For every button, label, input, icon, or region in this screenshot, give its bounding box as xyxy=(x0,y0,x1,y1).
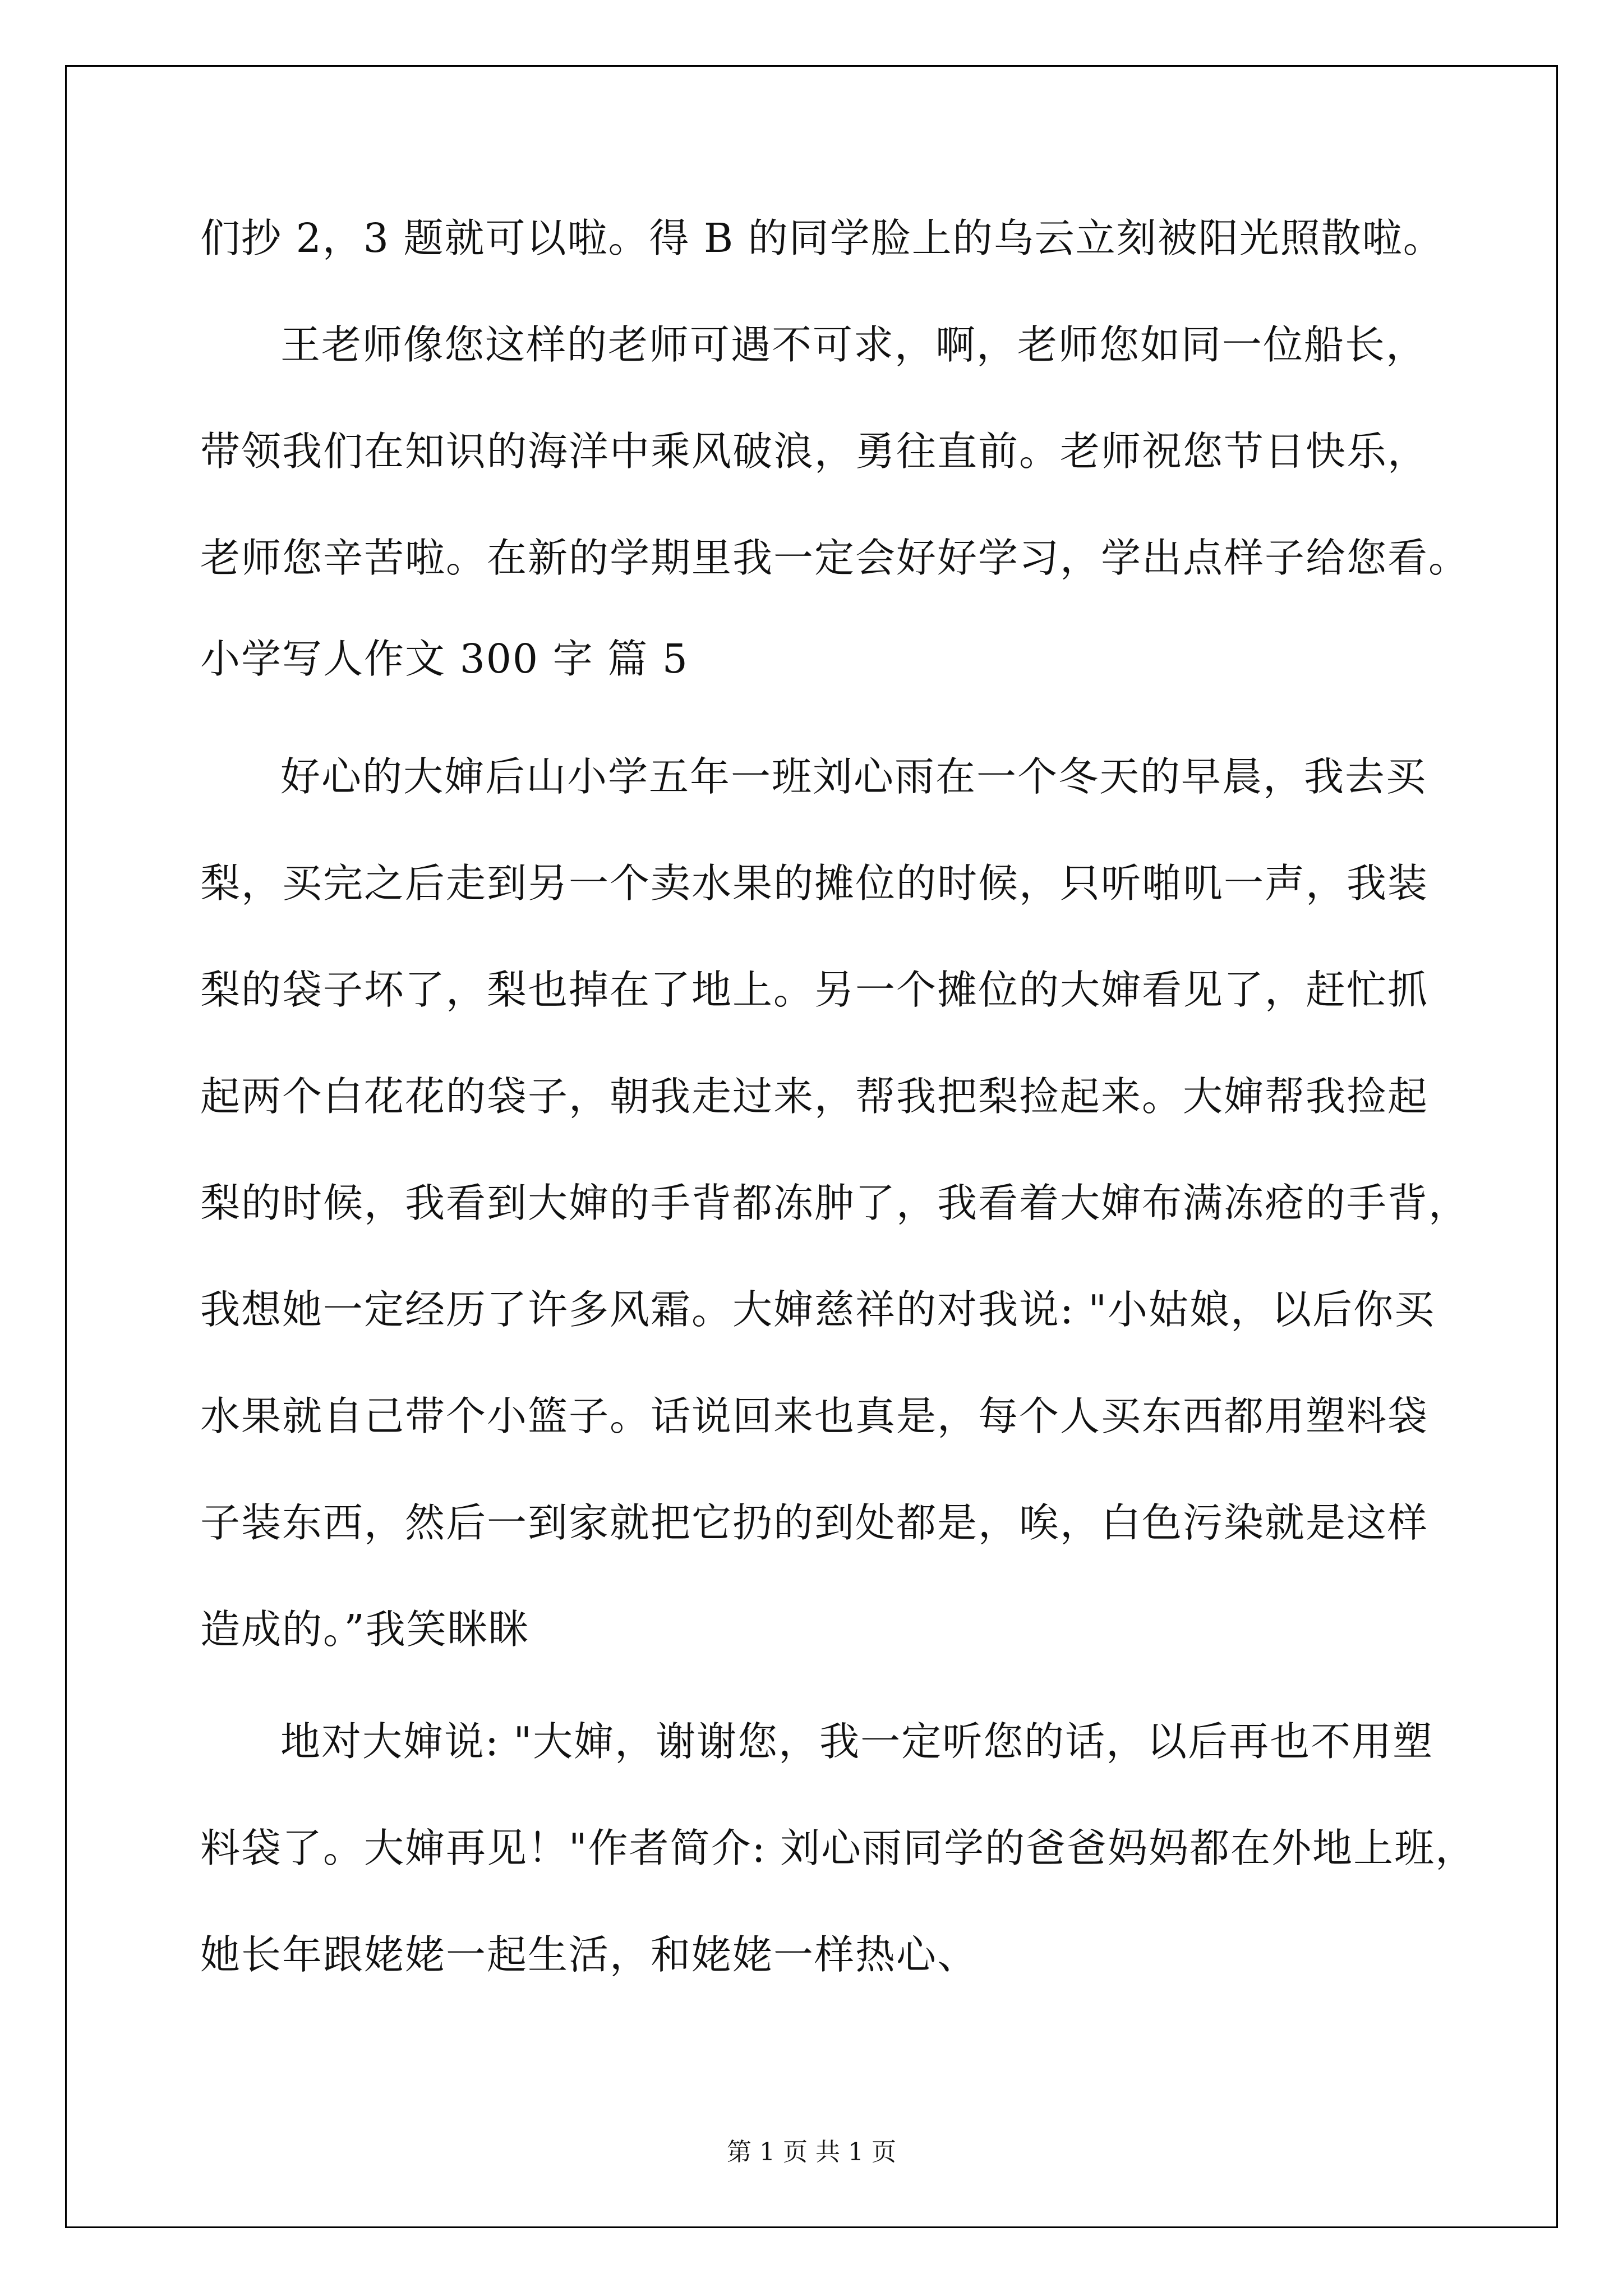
text-line: 地对大婶说: "大婶，谢谢您，我一定听您的话，以后再也不用塑 xyxy=(280,1718,1434,1765)
text-line: 老师您辛苦啦。在新的学期里我一定会好好学习，学出点样子给您看。 xyxy=(200,535,1470,581)
text-line: 子装东西，然后一到家就把它扔的到处都是，唉，白色污染就是这样 xyxy=(200,1499,1429,1546)
text-line: 梨的时候，我看到大婶的手背都冻肿了，我看着大婶布满冻疮的手背， xyxy=(200,1180,1470,1226)
page-border xyxy=(65,65,1558,2228)
text-line: 王老师像您这样的老师可遇不可求，啊，老师您如同一位船长， xyxy=(280,321,1427,368)
page-number: 第 1 页 共 1 页 xyxy=(727,2138,896,2166)
text-line: 造成的。”我笑眯眯 xyxy=(200,1606,529,1653)
section-heading: 小学写人作文 300 字 篇 5 xyxy=(200,636,689,682)
text-line: 料袋了。大婶再见！"作者简介: 刘心雨同学的爸爸妈妈都在外地上班， xyxy=(200,1825,1477,1871)
text-line: 梨，买完之后走到另一个卖水果的摊位的时候，只听啪叽一声，我装 xyxy=(200,860,1429,907)
text-line: 起两个白花花的袋子，朝我走过来，帮我把梨捡起来。大婶帮我捡起 xyxy=(200,1073,1429,1120)
text-line: 水果就自己带个小篮子。话说回来也真是，每个人买东西都用塑料袋 xyxy=(200,1393,1429,1439)
text-line: 梨的袋子坏了，梨也掉在了地上。另一个摊位的大婶看见了，赶忙抓 xyxy=(200,967,1429,1013)
text-line: 好心的大婶后山小学五年一班刘心雨在一个冬天的早晨，我去买 xyxy=(280,753,1427,800)
text-line: 带领我们在知识的海洋中乘风破浪，勇往直前。老师祝您节日快乐， xyxy=(200,428,1429,475)
text-line: 们抄 2，3 题就可以啦。得 B 的同学脸上的乌云立刻被阳光照散啦。 xyxy=(200,215,1444,261)
text-line: 她长年跟姥姥一起生活，和姥姥一样热心、 xyxy=(200,1931,979,1978)
text-line: 我想她一定经历了许多风霜。大婶慈祥的对我说: "小姑娘，以后你买 xyxy=(200,1286,1436,1333)
